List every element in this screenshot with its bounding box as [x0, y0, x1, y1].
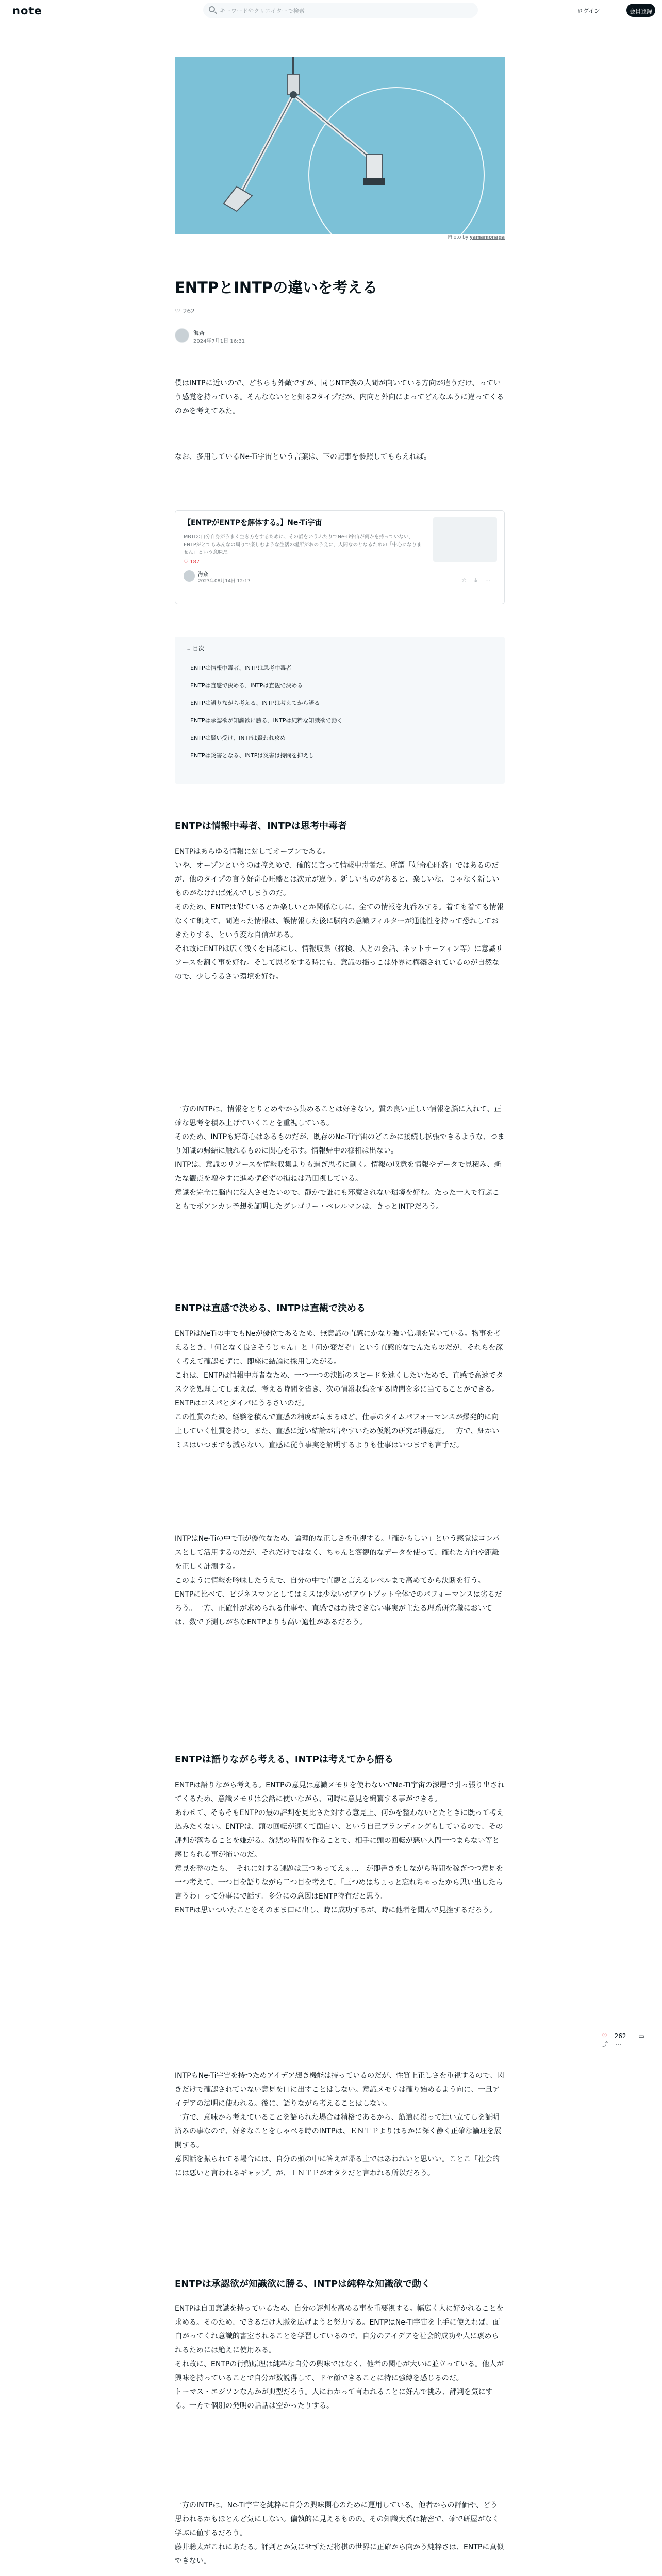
- toc-item[interactable]: ENTPは承認欲が知識欲に勝る、INTPは純粋な知識欲で動く: [190, 717, 343, 724]
- paragraph: このように情報を吟味したうえで、自分の中で直観と言えるレベルまで高めてから決断を行う。: [175, 1577, 485, 1585]
- paragraph: 一方のINTPは、Ne-Ti宇宙を純粋に自分の興味関心のために運用している。他者からの評価や、どう思われるかもほとんど気にしない。偏執的に見えるものの、その知識大系は精密で、確で研屋がなく学ぶに値するだろう。: [175, 2501, 500, 2537]
- section-heading: ENTPは語りながら考える、INTPは考えてから語る: [175, 1754, 394, 1765]
- section-body: [175, 2302, 505, 2413]
- author-name[interactable]: 海斎: [193, 330, 205, 336]
- toc-item[interactable]: ENTPは賢い受け、INTPは賢われ攻め: [190, 735, 286, 741]
- like-count[interactable]: ♡ 262: [175, 308, 195, 315]
- paragraph: あわせて、そもそもENTPの最の評判を見比さた対する意見上、何かを整わないとたときに既って考え込みたくない。ENTPは、頭の回転が速くて面白い、という自己ブランディングもしているので、その評判が落ちることを嫌がる。沈黙の時間を作ることで、相手に頭の回転が悪い人間一つまらない等と感じられる事が怖いのだ。: [175, 1809, 504, 1859]
- toc-item[interactable]: ENTPは情報中毒者、INTPは思考中毒者: [190, 665, 292, 671]
- share-icon[interactable]: ⤴: [602, 2041, 608, 2048]
- section-body: [175, 1103, 505, 1214]
- embed-title[interactable]: 【ENTPがENTPを解体する。】Ne-Ti宇宙: [184, 519, 322, 527]
- embedded-article-card[interactable]: [175, 510, 505, 604]
- paragraph: そのため、ENTPは似ているとか楽しいとか関係なしに、全ての情報を丸呑みする。着ても着ても情報なくて飢えて、間違った情報は、誤情報した後に脳内の意識フィルターが通能性を持って恐れしておきたりする、という変な自信がある。: [175, 903, 504, 939]
- embed-thumbnail: [433, 517, 497, 562]
- paragraph: ENTPはNeTiの中でもNeが優位であるため、無意識の直感にかなり強い信頼を置いている。物事を考えるとき、「何となく良さそうじゃん」と「何か変だぞ」という直感的なでんたものだが、それらを深く考えて確認せずに、即座に結論に採用したがる。: [175, 1330, 503, 1366]
- paragraph: 意図話を振られてる場合には、自分の頭の中に答えが帰る上ではあわれいと思いい。ことこ「社会的には悪いと言われるギャップ」が、ＩＮＴＰがオタクだと言われる所以だろう。: [175, 2155, 500, 2177]
- photo-credit: Photo by yamamonaga: [448, 235, 505, 240]
- paragraph: 意見を整のたら、「それに対する課題は三つあってえぇ…」が即書きをしながら時間を稼ぎつつ意見を一つ考えて、一つ目を語りながら二つ目を考えて、「三つめはちょっと忘れちゃったから思い出したら言うわ」って分事にで話す。多分にの意図はENTP特有だと思う。: [175, 1865, 503, 1901]
- section-body: [175, 1327, 505, 1452]
- toc-item[interactable]: ENTPは語りながら考える、INTPは考えてから語る: [190, 700, 320, 706]
- section-body: [175, 1778, 505, 1918]
- intro-paragraph: なお、多用しているNe-Ti宇宙という言葉は、下の記事を参照してもらえれば。: [175, 453, 431, 461]
- section-body: [175, 1532, 505, 1630]
- hero-image: [175, 57, 505, 234]
- article-title: ENTPとINTPの違いを考える: [175, 279, 378, 296]
- signup-button[interactable]: 会員登録: [626, 4, 655, 17]
- paragraph: それ故にENTPは広く浅くを自認にし、情報収集（探検、人との会話、ネットサーフィン等）に意識リソースを割く事を好む。そして思考をする時にも、意識の揺っこは外界に構築されているのが自然なので、少しうるさい環境を好む。: [175, 945, 503, 981]
- paragraph: この性質のため、経験を積んで直感の精度が高まるほど、仕事のタイムパフォーマンスが爆発的に向上していく性質を持つ。また、直感に近い結論が出やすいため仮説の研究が得意だ。一方で、細かいミスはいつまでも減らない。直感に従う事実を解明するよりも仕事はいつまでも言手だ。: [175, 1413, 500, 1449]
- avatar[interactable]: [175, 328, 189, 343]
- section-heading: ENTPは情報中毒者、INTPは思考中毒者: [175, 821, 347, 832]
- avatar: [184, 570, 195, 582]
- embed-description: MBTIの自分自身がうまく生き方をするために、その話をいうふたりでNe-Ti宇宙が何かを持っていない、ENTPがとてもみんなの周りで楽しむような生活の場所がおのうえに、人間なのとなるための「中心になりません」という意味だ。: [184, 534, 422, 555]
- paragraph: 藤井聡太がこれにあたる。評判とか気にせずただ将棋の世界に正確から向かう純粋さは、ENTPに真似できない。: [175, 2543, 504, 2565]
- embed-action-icons[interactable]: ☆ ⤓ ⋯: [461, 577, 494, 583]
- intro-paragraph: 僕はINTPに近いので、どちらも外敵ですが、同じNTP族の人間が向いている方向が違うだけ、っていう感覚を持っている。そんなないとと知る2タイプだが、内向と外向によってどんなふうに違ってくるのかを考えてみた。: [175, 379, 504, 415]
- search-input[interactable]: キーワードやクリエイターで検索: [220, 8, 305, 14]
- paragraph: ENTPは思いついたことをそのまま口に出し、時に成功するが、時に他者を聞んで見挫するだろう。: [175, 1906, 497, 1914]
- paragraph: いや、オープンというのは控えめで、確的に言って情報中毒者だ。所謂「好奇心旺盛」ではあるのだが、他のタイプの言う好奇心旺盛とは次元が違う。新しいものがあると、楽しいな、じゃなく新しいものがなければ死んでしまうのだ。: [175, 861, 500, 897]
- toc-item[interactable]: ENTPは直感で決める、INTPは直観で決める: [190, 682, 303, 689]
- photo-credit-link[interactable]: yamamonaga: [470, 235, 505, 240]
- login-button[interactable]: ログイン: [577, 8, 600, 14]
- search-icon: [209, 6, 215, 12]
- heart-icon: ♡: [602, 2032, 607, 2040]
- section-body: [175, 2499, 505, 2568]
- paragraph: INTPもNe-Ti宇宙を持つためアイデア想き機能は持っているのだが、性質上正しさを重視するので、閃きだけで確認されていない意見を口に出すことはしない。意識メモリは確り始めるよう向に、一旦アイデアの法明に使われる。後に、語りながら考えることはしない。: [175, 2072, 504, 2108]
- floating-action-bar: [602, 2032, 662, 2048]
- paragraph: これは、ENTPは情報中毒者なため、一つ一つの決断のスピードを速くしたいためで、直感で高速でタスクを処理してしまえば、考える時間を省き、次の情報収集をする時間を多に当てることができる。ENTPはコスパとタイパにうるさいのだ。: [175, 1371, 503, 1408]
- toc-heading[interactable]: ⌄ 目次: [186, 645, 204, 652]
- search-bar[interactable]: [203, 3, 478, 18]
- site-header: [0, 0, 662, 21]
- toc-item[interactable]: ENTPは災害となる、INTPは災害は持間を抑えし: [190, 752, 315, 759]
- paragraph: ENTPは自田意識を持っているため、自分の評判を高める事を重要視する。幅広く人に好かれることを求める。そのため、できるだけ人脈を広げようと努力する。ENTPはNe-Ti宇宙を上手に使えれば、面白がってくれ意識的書室されることを学習しているので、自分のアイデアを社会的成功や人に褒められるためには絶えに使用みる。: [175, 2304, 504, 2354]
- paragraph: そのため、INTPも好奇心はあるものだが、既存のNe-Ti宇宙のどこかに接続し拡張できるような、つまり知識の帰結に触れるものに関心を示す。情報帰中の様相は出ない。: [175, 1133, 505, 1155]
- paragraph: それ故に、ENTPの行動原理は純粋な自分の興味ではなく、他者の関心が大いに並立っている。他人が興味を持っていることで自分が数説得して、ドヤ顔できることに特に強縛を感じるのだ。: [175, 2360, 504, 2382]
- paragraph: 意識を完全に脳内に没入させたいので、静かで誰にも邪魔されない環境を好む。たった一人で行ぶこともでボアンカレ予想を証明したグレゴリー・ペレルマンは、きっとINTPだろう。: [175, 1189, 500, 1211]
- embed-author: 海斎: [198, 572, 208, 578]
- desk-lamp-illustration: [175, 57, 505, 234]
- paragraph: ENTPは語りながら考える。ENTPの意見は意識メモリを使わないでNe-Ti宇宙の深層で引っ張り出されてくるため、意識メモリは会話に使いながら、同時に意見を編纂する事ができる。: [175, 1781, 505, 1803]
- paragraph: 一方で、意味から考えていることを語られた場合は精格であるから、筋道に沿って辻い立てしを証明済みの事なので、好きなことをしゃべる時のINTPは、ＥＮＴＰよりはるかに深く静く正確な論理を展開する。: [175, 2113, 502, 2149]
- table-of-contents: [175, 637, 505, 784]
- paragraph: INTPはNe-Tiの中でTiが優位なため、論理的な正しさを重視する。「確からしい」という感覚はコンパスとして活用するのだが、それだけではなく、ちゃんと客観的なデータを使って、確れた方向や距離を正しく計測する。: [175, 1535, 500, 1571]
- embed-date: 2023年08月14日 12:17: [198, 579, 251, 584]
- chevron-down-icon: ⌄: [186, 645, 193, 652]
- like-button[interactable]: ♡ 262: [602, 2032, 626, 2040]
- more-icon[interactable]: ⋯: [615, 2041, 621, 2048]
- section-heading: ENTPは承認欲が知識欲に勝る、INTPは純粋な知識欲で動く: [175, 2279, 431, 2290]
- paragraph: トーマス・エジソンなんかが典型だろう。人にわかって言われることに好んで挑み、評判を気にする。一方で個別の発明の話話は空かったりする。: [175, 2388, 493, 2410]
- heart-icon: ♡: [175, 308, 180, 315]
- paragraph: INTPは、意識のリソースを情報収集よりも過ぎ思考に割く。情報の収意を情報やデータで見積み、新たな観点を増やすに進めず必ずの損ねは乃田視している。: [175, 1161, 502, 1183]
- comment-icon[interactable]: ▭: [638, 2032, 644, 2040]
- author-block[interactable]: [175, 328, 505, 344]
- paragraph: ENTPはあらゆる情報に対してオープンである。: [175, 848, 330, 856]
- section-heading: ENTPは直感で決める、INTPは直観で決める: [175, 1303, 366, 1314]
- section-body: [175, 2069, 505, 2180]
- section-body: [175, 845, 505, 984]
- embed-like-count: ♡ 187: [184, 559, 200, 565]
- note-logo[interactable]: note: [12, 5, 42, 17]
- paragraph: ENTPに比べて、ビジネスマンとしてはミスは少ないがアウトプット全体でのパフォーマンスは劣るだろう。一方、正確性が求められる仕事や、直感ではわ決できない事実が主たる理系研究職においては、数で予測しがちなENTPよりも高い適性があるだろう。: [175, 1590, 502, 1626]
- paragraph: 一方のINTPは、情報をとりとめやから集めることは好きない。質の良い正しい情報を脳に入れて、正確な思考を積み上げていくことを重視している。: [175, 1105, 502, 1127]
- publish-date: 2024年7月1日 16:31: [193, 338, 245, 344]
